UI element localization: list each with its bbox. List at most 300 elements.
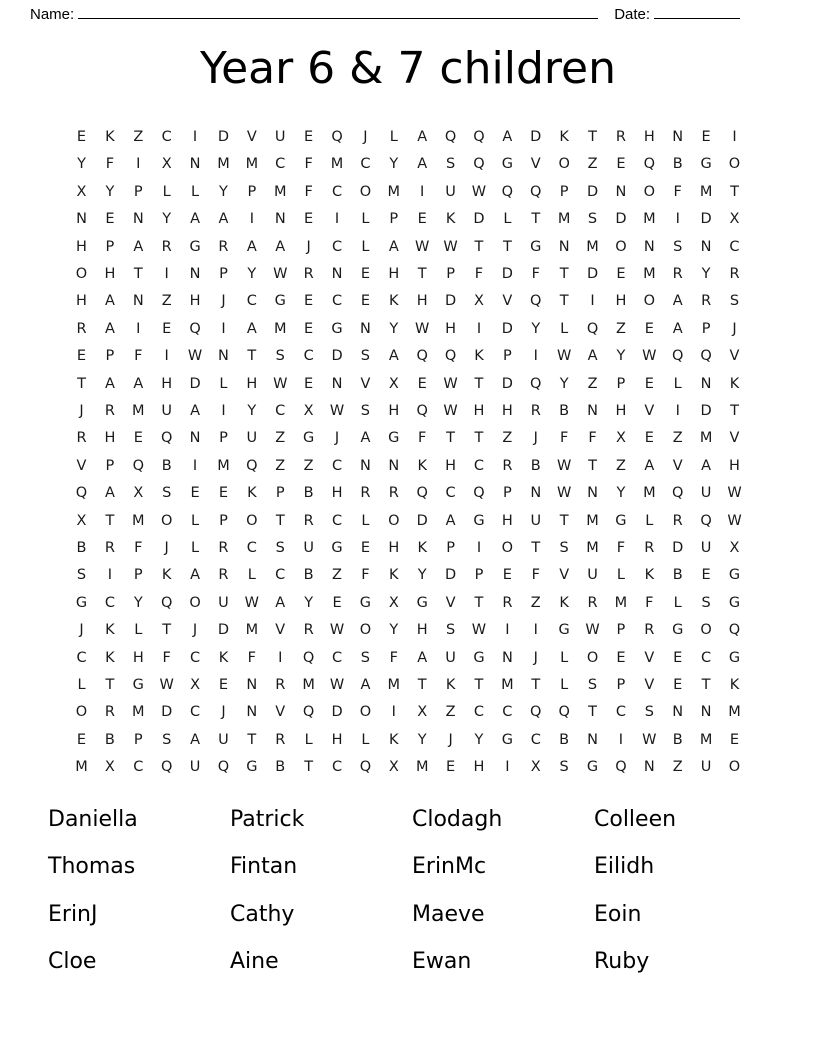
grid-cell[interactable]: I <box>590 293 595 310</box>
grid-cell[interactable]: G <box>728 594 741 611</box>
grid-cell[interactable]: Q <box>473 129 485 146</box>
grid-cell[interactable]: K <box>105 649 115 666</box>
grid-cell[interactable]: I <box>278 649 283 666</box>
grid-cell[interactable]: L <box>673 375 682 392</box>
grid-cell[interactable]: U <box>445 649 456 666</box>
grid-cell[interactable]: Q <box>331 129 343 146</box>
grid-cell[interactable]: N <box>331 375 343 392</box>
grid-cell[interactable]: R <box>587 594 598 611</box>
grid-cell[interactable]: C <box>701 649 712 666</box>
grid-cell[interactable]: L <box>191 539 200 556</box>
grid-cell[interactable]: R <box>218 567 229 584</box>
grid-cell[interactable]: C <box>275 402 286 419</box>
grid-cell[interactable]: H <box>189 293 201 310</box>
grid-cell[interactable]: W <box>443 375 458 392</box>
grid-cell[interactable]: Z <box>161 293 172 310</box>
grid-cell[interactable]: Y <box>616 348 626 365</box>
grid-cell[interactable]: H <box>445 457 457 474</box>
grid-cell[interactable]: Q <box>302 649 315 666</box>
grid-cell[interactable]: M <box>586 512 599 529</box>
grid-cell[interactable]: O <box>643 293 656 310</box>
grid-cell[interactable]: Y <box>389 156 399 173</box>
grid-cell[interactable]: P <box>616 622 626 639</box>
grid-cell[interactable]: H <box>161 375 173 392</box>
grid-cell[interactable]: N <box>501 649 513 666</box>
grid-cell[interactable]: S <box>162 731 172 748</box>
grid-cell[interactable]: R <box>388 485 399 502</box>
grid-cell[interactable]: E <box>701 567 711 584</box>
grid-cell[interactable]: I <box>192 457 198 474</box>
grid-cell[interactable]: F <box>645 594 654 611</box>
grid-cell[interactable]: Y <box>304 594 314 611</box>
grid-cell[interactable]: N <box>331 266 343 283</box>
grid-cell[interactable]: W <box>556 348 572 365</box>
grid-cell[interactable]: H <box>331 485 343 502</box>
grid-cell[interactable]: M <box>699 183 713 200</box>
grid-cell[interactable]: N <box>587 485 598 502</box>
grid-cell[interactable]: A <box>275 238 286 255</box>
grid-cell[interactable]: T <box>77 375 86 392</box>
grid-cell[interactable]: E <box>76 348 87 365</box>
grid-cell[interactable]: W <box>642 731 657 748</box>
grid-cell[interactable]: U <box>189 759 201 776</box>
word-list-item[interactable]: Eoin <box>594 901 642 927</box>
grid-cell[interactable]: W <box>329 676 345 693</box>
grid-cell[interactable]: D <box>501 375 513 392</box>
grid-cell[interactable]: A <box>104 320 115 337</box>
grid-cell[interactable]: M <box>699 731 713 748</box>
grid-cell[interactable]: R <box>644 539 655 556</box>
grid-cell[interactable]: Q <box>530 293 542 310</box>
grid-cell[interactable]: M <box>273 183 287 200</box>
grid-cell[interactable]: A <box>133 375 144 392</box>
grid-cell[interactable]: A <box>246 238 257 255</box>
grid-cell[interactable]: N <box>218 348 229 365</box>
grid-cell[interactable]: F <box>304 183 313 200</box>
grid-cell[interactable]: C <box>331 238 343 255</box>
grid-cell[interactable]: I <box>476 320 482 337</box>
grid-cell[interactable]: K <box>389 731 399 748</box>
grid-cell[interactable]: S <box>587 676 598 693</box>
grid-cell[interactable]: Q <box>416 348 428 365</box>
grid-cell[interactable]: T <box>474 676 484 693</box>
grid-cell[interactable]: D <box>586 183 599 200</box>
grid-cell[interactable]: R <box>644 622 655 639</box>
grid-cell[interactable]: V <box>644 649 655 666</box>
grid-cell[interactable]: V <box>644 402 655 419</box>
grid-cell[interactable]: M <box>217 156 230 173</box>
grid-cell[interactable]: Z <box>502 430 513 447</box>
grid-cell[interactable]: E <box>360 266 370 283</box>
grid-cell[interactable]: W <box>159 676 174 693</box>
grid-cell[interactable]: L <box>673 594 682 611</box>
grid-cell[interactable]: U <box>303 539 314 556</box>
grid-cell[interactable]: H <box>501 512 513 529</box>
grid-cell[interactable]: Q <box>132 457 144 474</box>
grid-cell[interactable]: G <box>501 731 513 748</box>
grid-cell[interactable]: T <box>588 457 597 474</box>
grid-cell[interactable]: R <box>104 704 115 721</box>
grid-cell[interactable]: C <box>76 649 87 666</box>
grid-cell[interactable]: L <box>162 183 171 200</box>
grid-cell[interactable]: A <box>701 457 712 474</box>
grid-cell[interactable]: V <box>246 129 257 146</box>
grid-cell[interactable]: Y <box>77 156 86 173</box>
grid-cell[interactable]: J <box>334 430 340 447</box>
grid-cell[interactable]: N <box>558 238 570 255</box>
grid-cell[interactable]: N <box>700 704 712 721</box>
grid-cell[interactable]: W <box>415 238 430 255</box>
grid-cell[interactable]: L <box>191 512 200 529</box>
grid-cell[interactable]: P <box>105 457 115 474</box>
grid-cell[interactable]: Q <box>246 457 258 474</box>
grid-cell[interactable]: R <box>218 539 229 556</box>
grid-cell[interactable]: R <box>76 320 87 337</box>
grid-cell[interactable]: O <box>359 183 372 200</box>
grid-cell[interactable]: R <box>275 731 286 748</box>
grid-cell[interactable]: R <box>275 676 286 693</box>
grid-cell[interactable]: U <box>530 512 542 529</box>
grid-cell[interactable]: T <box>588 704 597 721</box>
grid-cell[interactable]: N <box>672 129 684 146</box>
grid-cell[interactable]: M <box>643 485 656 502</box>
grid-cell[interactable]: P <box>446 539 455 556</box>
grid-cell[interactable]: D <box>501 320 513 337</box>
grid-cell[interactable]: C <box>331 512 343 529</box>
grid-cell[interactable]: M <box>387 183 401 200</box>
grid-cell[interactable]: G <box>558 622 570 639</box>
grid-cell[interactable]: Z <box>275 430 286 447</box>
grid-cell[interactable]: U <box>218 731 229 748</box>
grid-cell[interactable]: I <box>675 211 680 228</box>
grid-cell[interactable]: X <box>133 485 144 502</box>
grid-cell[interactable]: H <box>473 759 485 776</box>
grid-cell[interactable]: T <box>105 676 115 693</box>
grid-cell[interactable]: G <box>615 512 627 529</box>
grid-cell[interactable]: Y <box>389 622 399 639</box>
grid-cell[interactable]: R <box>672 266 683 283</box>
grid-cell[interactable]: Q <box>473 485 485 502</box>
grid-cell[interactable]: E <box>644 375 654 392</box>
grid-cell[interactable]: V <box>729 348 740 365</box>
grid-cell[interactable]: G <box>530 238 542 255</box>
grid-cell[interactable]: F <box>304 156 313 173</box>
grid-cell[interactable]: S <box>275 348 285 365</box>
grid-cell[interactable]: E <box>304 320 314 337</box>
grid-cell[interactable]: Q <box>558 704 570 721</box>
grid-cell[interactable]: H <box>104 266 116 283</box>
grid-cell[interactable]: A <box>445 512 456 529</box>
grid-cell[interactable]: A <box>190 731 201 748</box>
grid-cell[interactable]: S <box>275 539 285 556</box>
grid-cell[interactable]: A <box>190 211 201 228</box>
grid-cell[interactable]: V <box>559 567 570 584</box>
grid-cell[interactable]: G <box>473 649 485 666</box>
grid-cell[interactable]: H <box>388 266 400 283</box>
grid-cell[interactable]: L <box>191 183 200 200</box>
grid-cell[interactable]: C <box>473 704 485 721</box>
grid-cell[interactable]: Q <box>643 156 656 173</box>
grid-cell[interactable]: K <box>389 567 399 584</box>
grid-cell[interactable]: P <box>219 512 228 529</box>
grid-cell[interactable]: B <box>559 731 570 748</box>
grid-cell[interactable]: H <box>388 402 400 419</box>
grid-cell[interactable]: Q <box>416 485 428 502</box>
grid-cell[interactable]: J <box>79 402 84 419</box>
grid-cell[interactable]: M <box>245 622 259 639</box>
grid-cell[interactable]: T <box>701 676 711 693</box>
grid-cell[interactable]: Z <box>587 375 598 392</box>
word-list-item[interactable]: Cathy <box>230 901 295 927</box>
grid-cell[interactable]: E <box>162 320 172 337</box>
grid-cell[interactable]: M <box>217 457 230 474</box>
grid-cell[interactable]: C <box>331 457 343 474</box>
grid-cell[interactable]: N <box>246 704 258 721</box>
grid-cell[interactable]: Z <box>615 320 626 337</box>
grid-cell[interactable]: Y <box>105 183 115 200</box>
grid-cell[interactable]: J <box>192 622 198 639</box>
grid-cell[interactable]: E <box>701 129 711 146</box>
grid-cell[interactable]: E <box>502 567 512 584</box>
grid-cell[interactable]: I <box>533 348 538 365</box>
grid-cell[interactable]: M <box>501 676 514 693</box>
grid-cell[interactable]: G <box>303 430 315 447</box>
grid-cell[interactable]: E <box>644 320 654 337</box>
grid-cell[interactable]: I <box>505 622 510 639</box>
grid-cell[interactable]: L <box>560 320 569 337</box>
grid-cell[interactable]: H <box>729 457 740 474</box>
grid-cell[interactable]: S <box>701 594 711 611</box>
grid-cell[interactable]: E <box>673 676 683 693</box>
grid-cell[interactable]: R <box>701 293 712 310</box>
grid-cell[interactable]: R <box>303 622 314 639</box>
grid-cell[interactable]: D <box>700 211 712 228</box>
grid-cell[interactable]: Q <box>501 183 514 200</box>
grid-cell[interactable]: T <box>417 676 427 693</box>
grid-cell[interactable]: V <box>672 457 683 474</box>
grid-cell[interactable]: W <box>415 320 430 337</box>
grid-cell[interactable]: M <box>699 430 713 447</box>
grid-cell[interactable]: P <box>105 348 115 365</box>
grid-cell[interactable]: C <box>161 129 172 146</box>
grid-cell[interactable]: M <box>273 320 287 337</box>
grid-cell[interactable]: S <box>559 539 569 556</box>
grid-cell[interactable]: P <box>502 485 512 502</box>
grid-cell[interactable]: A <box>644 457 655 474</box>
grid-cell[interactable]: N <box>643 238 655 255</box>
grid-cell[interactable]: H <box>331 731 343 748</box>
grid-cell[interactable]: D <box>445 293 457 310</box>
grid-cell[interactable]: J <box>221 293 226 310</box>
grid-cell[interactable]: V <box>530 156 541 173</box>
grid-cell[interactable]: E <box>304 375 314 392</box>
grid-cell[interactable]: Q <box>672 348 684 365</box>
grid-cell[interactable]: B <box>275 759 286 776</box>
grid-cell[interactable]: P <box>247 183 257 200</box>
grid-cell[interactable]: G <box>359 594 372 611</box>
grid-cell[interactable]: W <box>329 402 345 419</box>
grid-cell[interactable]: Q <box>160 759 173 776</box>
grid-cell[interactable]: W <box>556 457 572 474</box>
grid-cell[interactable]: M <box>643 266 656 283</box>
grid-cell[interactable]: A <box>360 676 371 693</box>
grid-cell[interactable]: O <box>558 156 570 173</box>
grid-cell[interactable]: U <box>700 759 712 776</box>
grid-cell[interactable]: S <box>162 485 172 502</box>
grid-cell[interactable]: J <box>306 238 311 255</box>
grid-cell[interactable]: T <box>247 731 257 748</box>
grid-cell[interactable]: V <box>729 430 740 447</box>
grid-cell[interactable]: C <box>729 238 740 255</box>
grid-cell[interactable]: H <box>416 622 428 639</box>
grid-cell[interactable]: K <box>559 594 569 611</box>
grid-cell[interactable]: Z <box>445 704 456 721</box>
grid-cell[interactable]: M <box>132 402 145 419</box>
grid-cell[interactable]: J <box>732 320 737 337</box>
grid-cell[interactable]: T <box>730 402 739 419</box>
grid-cell[interactable]: H <box>501 402 513 419</box>
grid-cell[interactable]: Q <box>217 759 230 776</box>
grid-cell[interactable]: M <box>586 238 599 255</box>
grid-cell[interactable]: T <box>730 183 739 200</box>
grid-cell[interactable]: N <box>189 266 201 283</box>
grid-cell[interactable]: L <box>503 211 512 228</box>
grid-cell[interactable]: C <box>331 183 343 200</box>
grid-cell[interactable]: C <box>275 156 286 173</box>
word-list-item[interactable]: Maeve <box>412 901 485 927</box>
grid-cell[interactable]: X <box>190 676 201 693</box>
grid-cell[interactable]: A <box>104 293 115 310</box>
grid-cell[interactable]: N <box>700 375 712 392</box>
grid-cell[interactable]: K <box>445 211 456 228</box>
grid-cell[interactable]: E <box>360 293 370 310</box>
grid-cell[interactable]: C <box>360 156 371 173</box>
grid-cell[interactable]: A <box>388 348 399 365</box>
grid-cell[interactable]: X <box>530 759 541 776</box>
grid-cell[interactable]: B <box>303 485 314 502</box>
grid-cell[interactable]: H <box>473 402 485 419</box>
grid-cell[interactable]: W <box>329 622 345 639</box>
grid-cell[interactable]: T <box>247 348 257 365</box>
grid-cell[interactable]: L <box>361 238 370 255</box>
grid-cell[interactable]: G <box>246 759 258 776</box>
grid-cell[interactable]: Q <box>359 759 372 776</box>
grid-cell[interactable]: T <box>417 266 427 283</box>
grid-cell[interactable]: Y <box>417 731 427 748</box>
grid-cell[interactable]: I <box>221 402 226 419</box>
grid-cell[interactable]: W <box>443 402 458 419</box>
grid-cell[interactable]: C <box>615 704 626 721</box>
grid-cell[interactable]: I <box>732 129 737 146</box>
grid-cell[interactable]: F <box>559 430 569 447</box>
grid-cell[interactable]: N <box>530 485 542 502</box>
grid-cell[interactable]: L <box>77 676 86 693</box>
name-field-rule[interactable] <box>78 18 598 19</box>
grid-cell[interactable]: H <box>132 649 144 666</box>
grid-cell[interactable]: R <box>104 539 115 556</box>
grid-cell[interactable]: N <box>359 457 371 474</box>
grid-cell[interactable]: Z <box>133 129 144 146</box>
grid-cell[interactable]: D <box>331 704 343 721</box>
grid-cell[interactable]: K <box>389 293 399 310</box>
grid-cell[interactable]: L <box>361 512 370 529</box>
grid-cell[interactable]: Q <box>444 129 457 146</box>
grid-cell[interactable]: F <box>418 430 427 447</box>
grid-cell[interactable]: Q <box>586 320 599 337</box>
grid-cell[interactable]: D <box>700 402 712 419</box>
grid-cell[interactable]: E <box>304 293 314 310</box>
grid-cell[interactable]: E <box>105 211 115 228</box>
grid-cell[interactable]: A <box>246 320 257 337</box>
grid-cell[interactable]: K <box>445 676 456 693</box>
grid-cell[interactable]: X <box>615 430 626 447</box>
grid-cell[interactable]: M <box>132 512 145 529</box>
grid-cell[interactable]: F <box>247 649 257 666</box>
grid-cell[interactable]: O <box>75 266 88 283</box>
grid-cell[interactable]: K <box>729 676 740 693</box>
grid-cell[interactable]: Q <box>530 704 542 721</box>
grid-cell[interactable]: X <box>729 539 740 556</box>
grid-cell[interactable]: E <box>616 266 626 283</box>
grid-cell[interactable]: Q <box>444 348 457 365</box>
grid-cell[interactable]: Q <box>672 485 684 502</box>
grid-cell[interactable]: K <box>644 567 655 584</box>
grid-cell[interactable]: A <box>417 649 428 666</box>
grid-cell[interactable]: A <box>587 348 598 365</box>
grid-cell[interactable]: E <box>332 594 342 611</box>
grid-cell[interactable]: O <box>388 512 400 529</box>
grid-cell[interactable]: A <box>190 567 201 584</box>
grid-cell[interactable]: C <box>331 293 343 310</box>
grid-cell[interactable]: O <box>728 759 741 776</box>
grid-cell[interactable]: H <box>416 293 428 310</box>
grid-cell[interactable]: X <box>388 375 399 392</box>
grid-cell[interactable]: N <box>274 211 286 228</box>
grid-cell[interactable]: H <box>643 129 655 146</box>
grid-cell[interactable]: T <box>304 759 314 776</box>
grid-cell[interactable]: S <box>644 704 654 721</box>
grid-cell[interactable]: R <box>502 457 513 474</box>
grid-cell[interactable]: C <box>445 485 456 502</box>
grid-cell[interactable]: K <box>161 567 172 584</box>
grid-cell[interactable]: E <box>190 485 200 502</box>
grid-cell[interactable]: N <box>246 676 258 693</box>
grid-cell[interactable]: T <box>162 622 172 639</box>
grid-cell[interactable]: T <box>531 211 541 228</box>
grid-cell[interactable]: C <box>473 457 485 474</box>
grid-cell[interactable]: N <box>359 320 371 337</box>
grid-cell[interactable]: Q <box>728 622 741 639</box>
word-list-item[interactable]: Eilidh <box>594 854 655 880</box>
grid-cell[interactable]: P <box>559 183 569 200</box>
grid-cell[interactable]: I <box>136 156 141 173</box>
grid-cell[interactable]: C <box>190 649 201 666</box>
grid-cell[interactable]: Z <box>530 594 541 611</box>
grid-cell[interactable]: K <box>559 129 569 146</box>
grid-cell[interactable]: Q <box>615 759 627 776</box>
grid-cell[interactable]: A <box>417 156 428 173</box>
grid-cell[interactable]: W <box>585 622 600 639</box>
grid-cell[interactable]: J <box>79 622 84 639</box>
grid-cell[interactable]: E <box>218 485 229 502</box>
grid-cell[interactable]: A <box>388 238 399 255</box>
grid-cell[interactable]: R <box>303 512 314 529</box>
grid-cell[interactable]: J <box>533 649 538 666</box>
grid-cell[interactable]: A <box>133 238 144 255</box>
grid-cell[interactable]: E <box>446 759 456 776</box>
grid-cell[interactable]: X <box>104 759 115 776</box>
grid-cell[interactable]: A <box>672 293 683 310</box>
